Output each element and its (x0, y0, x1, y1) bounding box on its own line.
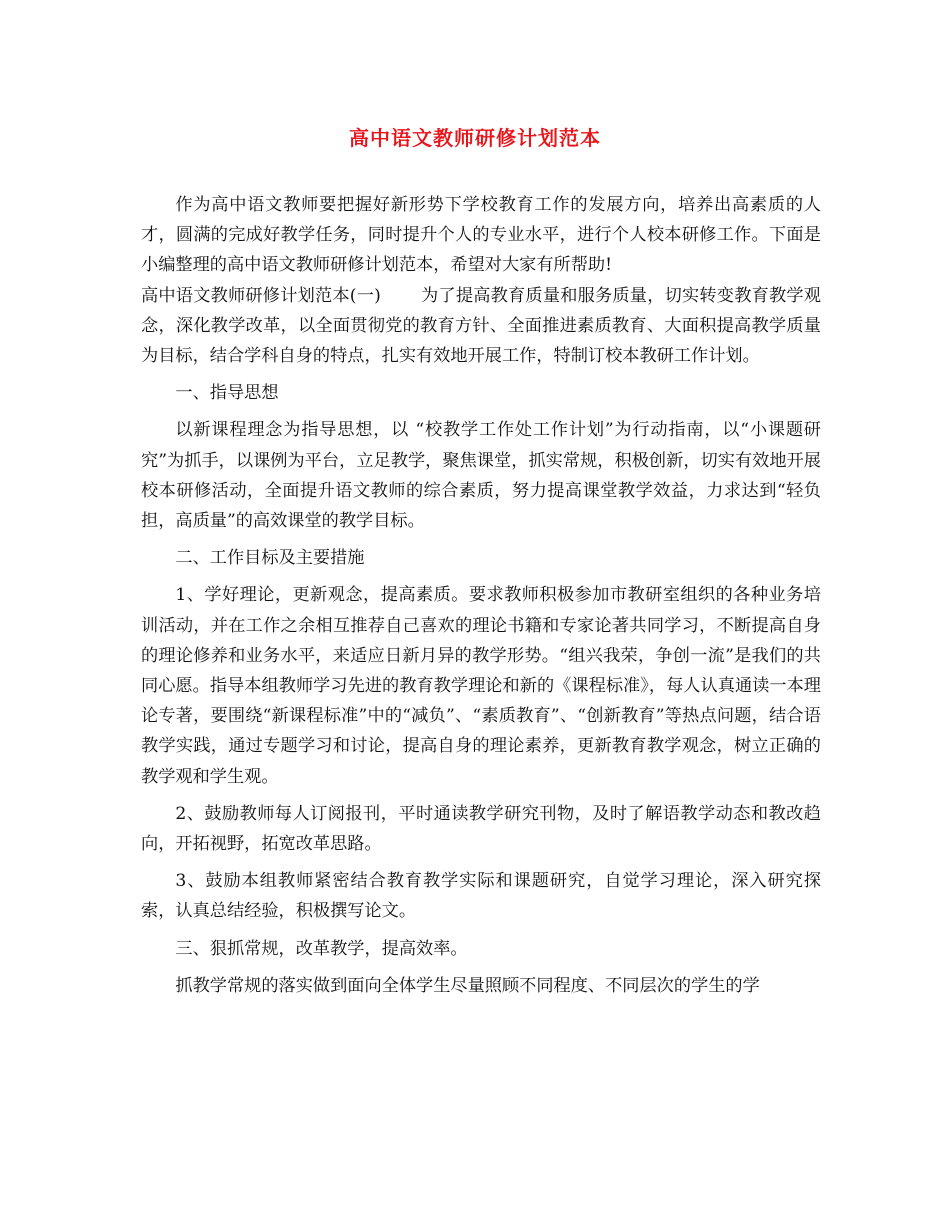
document-title: 高中语文教师研修计划范本 (349, 126, 601, 150)
measure-1-paragraph: 1、学好理论，更新观念，提高素质。要求教师积极参加市教研室组织的各种业务培训活动，并在工作之余相互推荐自己喜欢的理论书籍和专家论著共同学习，不断提高自身的理论修养和业务水平，来适应日新月异的教学形势。“组兴我荣，争创一流”是我们的共同心愿。指导本组教师学习先进的教育教学理论和新的《课程标准》，每人认真通读一本理论专著，要围绕“新课程标准”中的“减负”、“素质教育”、“创新教育”等热点问题，结合语教学实践，通过专题学习和讨论，提高自身的理论素养，更新教育教学观念，树立正确的教学观和学生观。 (141, 585, 821, 787)
section-paragraph (141, 281, 821, 372)
section-lead-text: 为了提高教育质量和服务质量，切实转变教育教学观念，深化教学改革，以全面贯彻党的教育方针、全面推进素质教育、大面积提高教学质量为目标，结合学科自身的特点，扎实有效地开展工作，特制订校本教研工作计划。 (141, 285, 821, 367)
section-label: 高中语文教师研修计划范本(一) (141, 285, 381, 306)
heading-guiding-thought: 一、指导思想 (175, 383, 279, 404)
heading-routine-teaching: 三、狠抓常规，改革教学，提高效率。 (175, 938, 468, 959)
measure-2-paragraph: 2、鼓励教师每人订阅报刊，平时通读教学研究刊物，及时了解语教学动态和教改趋向，开拓视野，拓宽改革思路。 (141, 803, 821, 855)
document-body (141, 190, 821, 1001)
intro-paragraph: 作为高中语文教师要把握好新形势下学校教育工作的发展方向，培养出高素质的人才，圆满的完成好教学任务，同时提升个人的专业水平，进行个人校本研修工作。下面是小编整理的高中语文教师研修计划范本，希望对大家有所帮助! (141, 195, 821, 276)
heading-work-goals: 二、工作目标及主要措施 (175, 548, 365, 569)
guiding-thought-paragraph: 以新课程理念为指导思想，以 “校教学工作处工作计划”为行动指南，以“小课题研究”为抓手，以课例为平台，立足教学，聚焦课堂，抓实常规，积极创新，切实有效地开展校本研修活动，全面提升语文教师的综合素质，努力提高课堂教学效益，力求达到“轻负担，高质量”的高效课堂的教学目标。 (141, 420, 821, 532)
measure-3-paragraph: 3、鼓励本组教师紧密结合教育教学实际和课题研究，自觉学习理论，深入研究探索，认真总结经验，积极撰写论文。 (141, 871, 821, 922)
routine-paragraph: 抓教学常规的落实做到面向全体学生尽量照顾不同程度、不同层次的学生的学 (175, 975, 760, 996)
